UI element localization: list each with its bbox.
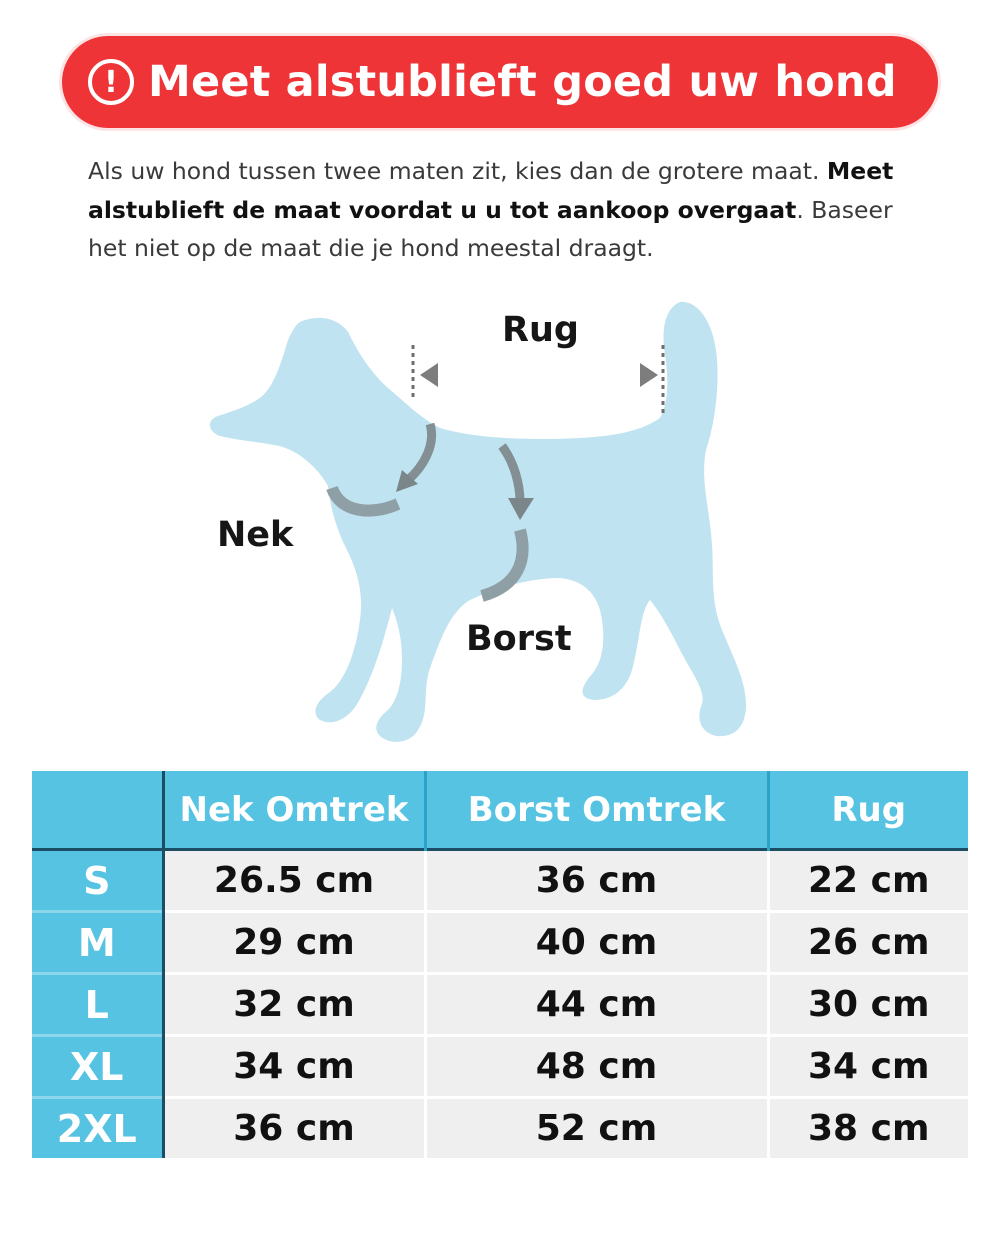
rug-value: 34 cm [768,1036,968,1098]
borst-value: 44 cm [425,974,768,1036]
rug-label: Rug [502,310,579,350]
rug-value: 38 cm [768,1098,968,1159]
size-table [32,771,968,1158]
table-row [32,912,968,974]
size-label: XL [32,1036,163,1098]
intro-text [88,152,928,268]
rug-arrow-right-head [640,363,658,387]
alert-circle-icon: ! [88,59,134,105]
intro-text-part1: Als uw hond tussen twee maten zit, kies dan de grotere maat. [88,157,827,185]
nek-value: 36 cm [163,1098,425,1159]
header-borst-omtrek: Borst Omtrek [425,771,768,850]
banner-title: Meet alstublieft goed uw hond [148,57,897,107]
table-row [32,1098,968,1159]
size-table-header [32,771,968,850]
nek-value: 34 cm [163,1036,425,1098]
borst-label: Borst [466,619,572,659]
nek-label: Nek [217,515,294,555]
table-row [32,1036,968,1098]
header-corner [32,771,163,850]
header-nek-omtrek: Nek Omtrek [163,771,425,850]
size-label: 2XL [32,1098,163,1159]
rug-value: 30 cm [768,974,968,1036]
rug-value: 22 cm [768,850,968,912]
intro-text-bold: Meet alstublieft de maat voordat u u tot aankoop overgaat [88,157,894,224]
borst-value: 48 cm [425,1036,768,1098]
table-row [32,974,968,1036]
nek-value: 29 cm [163,912,425,974]
size-label: L [32,974,163,1036]
size-label: M [32,912,163,974]
table-row [32,850,968,912]
borst-value: 36 cm [425,850,768,912]
borst-value: 52 cm [425,1098,768,1159]
rug-value: 26 cm [768,912,968,974]
header-rug: Rug [768,771,968,850]
warning-banner [62,36,938,128]
size-label: S [32,850,163,912]
borst-value: 40 cm [425,912,768,974]
nek-value: 32 cm [163,974,425,1036]
rug-arrow-left-head [420,363,438,387]
nek-value: 26.5 cm [163,850,425,912]
intro-text-part2: . Baseer het niet op de maat die je hond meestal draagt. [88,195,893,262]
